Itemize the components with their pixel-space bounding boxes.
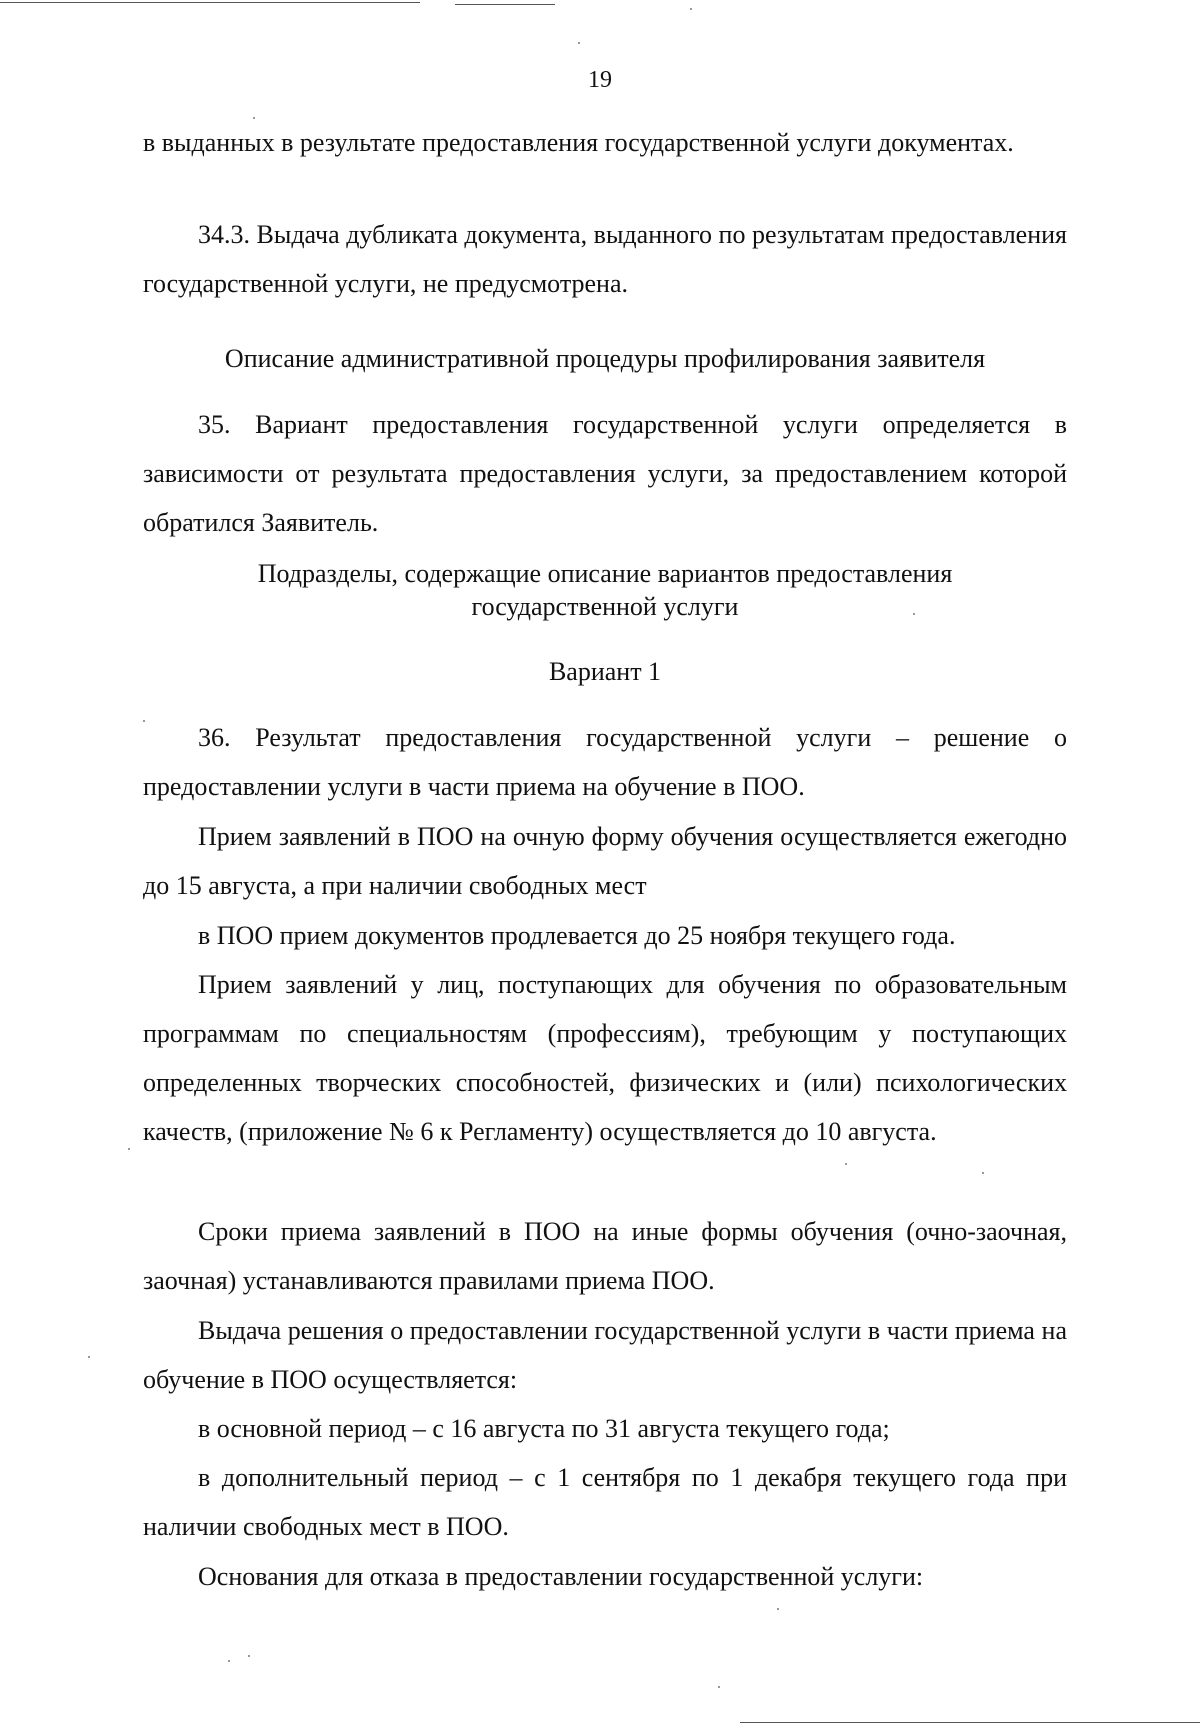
paragraph-36: 36. Результат предоставления государственной услуги – решение о предоставлении услуги в части приема на обучение в ПОО. — [143, 723, 1067, 801]
scan-edge-top-mid — [455, 4, 555, 5]
scan-speck — [248, 1655, 250, 1657]
page-number: 19 — [588, 67, 612, 93]
paragraph-extension: в ПОО прием документов продлевается до 25 ноября текущего года. — [198, 921, 956, 950]
scan-speck — [777, 1608, 779, 1610]
paragraph-main-period: в основной период – с 16 августа по 31 августа текущего года; — [198, 1414, 890, 1443]
paragraph-refusal-grounds: Основания для отказа в предоставлении государственной услуги: — [198, 1562, 924, 1591]
paragraph-creative-programs: Прием заявлений у лиц, поступающих для обучения по образовательным программам по специальностям (профессиям), требующим у поступающих определенных творческих способностей, физических и (или) психологических качеств, (приложение № 6 к Регламенту) осуществляется до 10 августа. — [143, 970, 1067, 1146]
scan-speck — [578, 42, 580, 44]
scan-edge-top-left — [0, 2, 420, 3]
paragraph-35: 35. Вариант предоставления государственной услуги определяется в зависимости от результата предоставления услуги, за предоставлением которой обратился Заявитель. — [143, 410, 1067, 537]
section-heading-subsections-line2: государственной услуги — [471, 592, 739, 621]
scan-speck — [690, 8, 692, 10]
paragraph-decision-issuance: Выдача решения о предоставлении государственной услуги в части приема на обучение в ПОО осуществляется: — [143, 1316, 1067, 1394]
scan-speck — [982, 1172, 984, 1174]
scan-edge-bottom — [740, 1722, 1200, 1723]
scan-speck — [88, 1356, 90, 1358]
paragraph-additional-period: в дополнительный период – с 1 сентября по 1 декабря текущего года при наличии свободных мест в ПОО. — [143, 1463, 1067, 1541]
paragraph-34-3: 34.3. Выдача дубликата документа, выданного по результатам предоставления государственной услуги, не предусмотрена. — [143, 220, 1067, 298]
scan-speck — [228, 1660, 230, 1662]
paragraph-application-deadline: Прием заявлений в ПОО на очную форму обучения осуществляется ежегодно до 15 августа, а при наличии свободных мест — [143, 822, 1067, 900]
scan-speck — [845, 1163, 847, 1165]
section-heading-profiling: Описание административной процедуры профилирования заявителя — [224, 344, 986, 373]
scan-speck — [128, 1148, 130, 1150]
paragraph-other-forms: Сроки приема заявлений в ПОО на иные формы обучения (очно-заочная, заочная) устанавливаются правилами приема ПОО. — [143, 1217, 1067, 1295]
scan-speck — [718, 1686, 720, 1688]
section-heading-subsections-line1: Подразделы, содержащие описание вариантов предоставления — [257, 559, 953, 588]
paragraph-continuation: в выданных в результате предоставления государственной услуги документах. — [143, 128, 1014, 157]
variant-heading: Вариант 1 — [548, 657, 662, 686]
